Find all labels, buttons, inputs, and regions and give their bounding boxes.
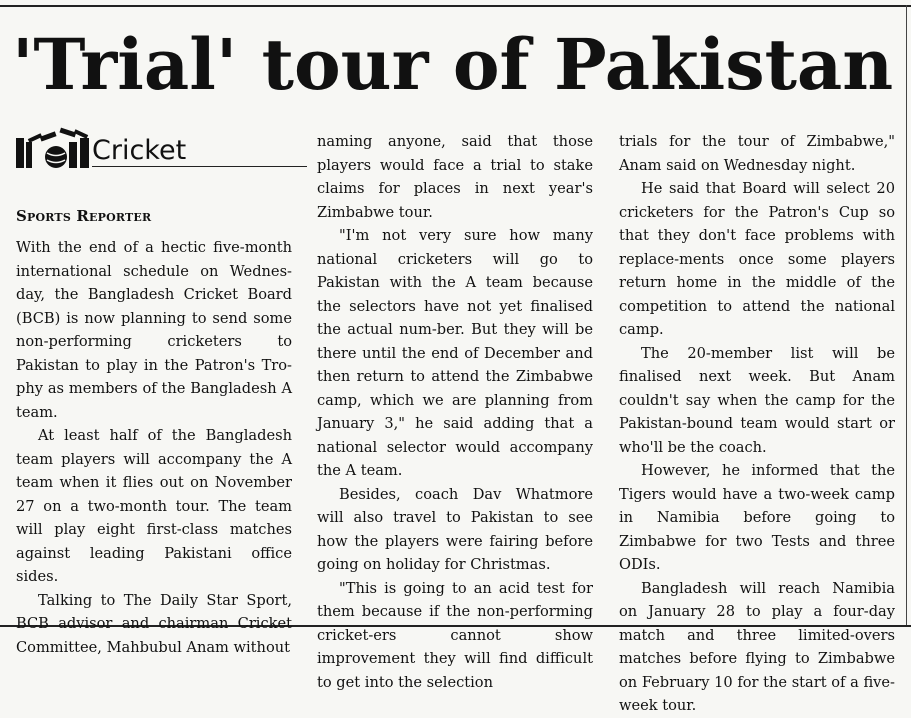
paragraph: The 20-member list will be finalised next week. But Anam couldn't say when the camp for the Pakistan-bound team would start or who'll be the coach. [619, 344, 895, 456]
byline: Sports Reporter [16, 207, 152, 225]
paragraph: At least half of the Bangladesh team players will accompany the A team when it flies out on November 27 on a two-month tour. The team will play eight first-class matches against leading Pakistani office sides. [16, 427, 292, 585]
paragraph: Talking to The Daily Star Sport, BCB advisor and chairman Cricket Committee, Mahbubul Anam without [16, 591, 292, 656]
section-logo [16, 126, 296, 170]
article-column-1 [16, 236, 292, 659]
article-column-2 [317, 130, 593, 694]
paragraph: naming anyone, said that those players would face a trial to stake claims for places in next year's Zimbabwe tour. [317, 133, 593, 221]
cricket-bats-ball-icon [16, 126, 91, 170]
paragraph: He said that Board will select 20 cricketers for the Patron's Cup so that they don't face problems with replace-ments once some players return home in the middle of the competition to attend the national camp. [619, 180, 895, 338]
column-rule [906, 5, 907, 626]
paragraph: Bangladesh will reach Namibia on January 28 to play a four-day match and three limited-overs matches before flying to Zimbabwe on February 10 for the start of a five-week tour. [619, 579, 895, 714]
paragraph: However, he informed that the Tigers would have a two-week camp in Namibia before going to Zimbabwe for two Tests and three ODIs. [619, 462, 895, 573]
paragraph: With the end of a hectic five-month international schedule on Wednes-day, the Bangladesh Cricket Board (BCB) is now planning to send some non-performing cricketers to Pakistan to play in the Patron's Tro-phy as members of the Bangladesh A team. [16, 239, 292, 421]
paragraph: Besides, coach Dav Whatmore will also travel to Pakistan to see how the players were fairing before going on holiday for Christmas. [317, 485, 593, 573]
top-rule [0, 5, 911, 7]
article-column-3 [619, 130, 895, 718]
paragraph: trials for the tour of Zimbabwe," Anam said on Wednesday night. [619, 133, 895, 174]
headline: 'Trial' tour of Pakistan [12, 23, 894, 106]
paragraph: "I'm not very sure how many national cricketers will go to Pakistan with the A team because the selectors have not yet finalised the actual num-ber. But they will be there until the end of December and then return to attend the Zimbabwe camp, which we are planning from January 3," he said adding that a national selector would accompany the A team. [317, 227, 593, 479]
section-underline [92, 166, 307, 167]
section-label: Cricket [92, 135, 187, 166]
paragraph: "This is going to an acid test for them because if the non-performing cricket-ers cannot show improvement they will find difficult to get into the selection [317, 579, 593, 691]
